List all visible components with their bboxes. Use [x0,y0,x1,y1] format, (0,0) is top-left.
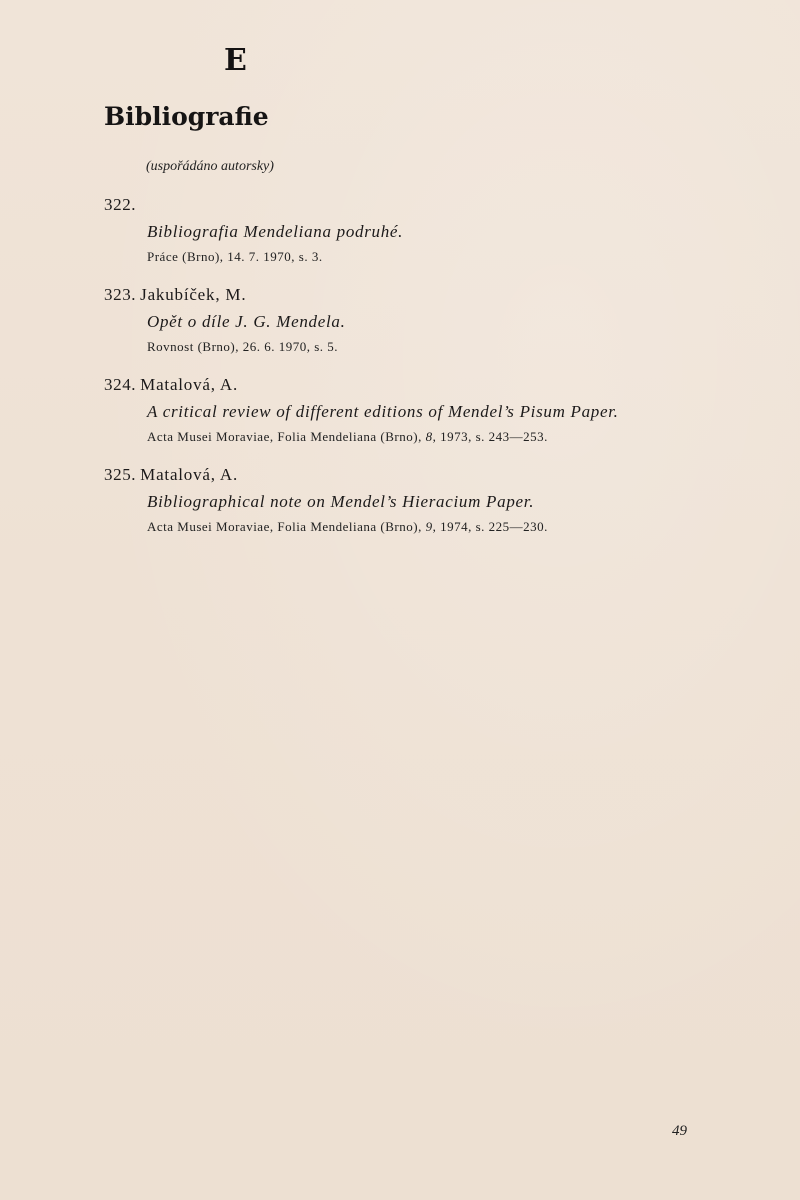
entry-title: A critical review of different editions of Mendel’s Pisum Paper. [147,402,619,421]
entry-number: 323. [104,285,137,304]
entry-author: Matalová, A. [140,375,239,394]
section-letter: E [224,43,247,78]
bibliography-entry-324 [104,376,744,445]
page-number: 49 [672,1123,687,1139]
entry-citation [147,429,744,445]
citation-text: , 1974, s. 225—230. [432,519,548,534]
entry-citation [147,249,744,265]
entry-title: Bibliografia Mendeliana podruhé. [147,222,404,241]
citation-text: , 1973, s. 243—253. [432,429,548,444]
citation-text: Práce (Brno), 14. 7. 1970, s. 3. [147,249,323,264]
citation-volume: 9 [425,519,433,534]
entry-title: Opět o díle J. G. Mendela. [147,312,346,331]
entry-number: 325. [104,465,137,484]
bibliography-entry-323 [104,286,744,355]
entry-citation [147,519,744,535]
page-subtitle: (uspořádáno autorsky) [146,159,274,174]
citation-text: Acta Musei Moraviae, Folia Mendeliana (Brno), [147,429,426,444]
citation-volume: 8 [425,429,433,444]
citation-text: Rovnost (Brno), 26. 6. 1970, s. 5. [147,339,339,354]
entry-citation [147,339,744,355]
entry-number: 324. [104,375,137,394]
entry-author: Jakubíček, M. [140,285,247,304]
citation-text: Acta Musei Moraviae, Folia Mendeliana (Brno), [147,519,426,534]
page-title: Bibliografie [104,102,269,131]
entry-author: Matalová, A. [140,465,239,484]
entry-title: Bibliographical note on Mendel’s Hieracium Paper. [147,492,535,511]
bibliography-entry-322 [104,196,744,265]
bibliography-entry-325 [104,466,744,535]
entry-number: 322. [104,195,137,214]
